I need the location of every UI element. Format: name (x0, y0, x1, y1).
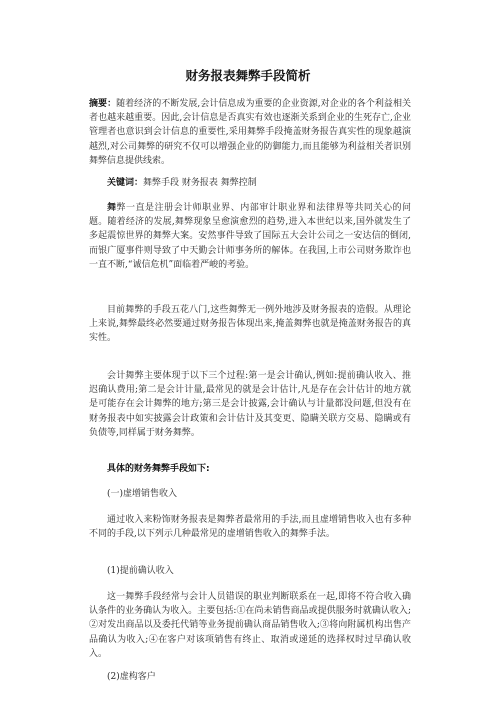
paragraph-4: 通过收入来粉饰财务报表是舞弊者最常用的手法,而且虚增销售收入也有多种不同的手段,以下列示几种最常见的虚增销售收入的舞弊手法。 (89, 515, 411, 540)
keywords-paragraph (89, 176, 411, 190)
abstract-label: 摘要： (89, 99, 117, 109)
paragraph-5: 这一舞弊手段经常与会计人员错误的职业判断联系在一起,即将不符合收入确认条件的业务确认为收入。主要包括:①在尚未销售商品或提供服务时就确认收入;②对发出商品以及委托代销等业务提前确认商品销售收入;③将向附属机构出售产品确认为收入;④在客户对该项销售有终止、取消或递延的选择权时过早确认收入。 (89, 592, 411, 659)
subheading-1: (一)虚增销售收入 (107, 489, 178, 499)
subheading-2: (1)提前确认收入 (107, 566, 174, 576)
keywords-text: 舞弊手段 财务报表 舞弊控制 (143, 178, 257, 188)
intro-text: 弊一直是注册会计师职业界、内部审计职业界和法律界等共同关心的问题。随着经济的发展,舞弊现象呈愈演愈烈的趋势,进入本世纪以来,国外就发生了多起震惊世界的舞弊大案。安然事件导致了国际五大会计公司之一安达信的倒闭,而银广厦事件则导致了中天勤会计师事务所的解体。在我国,上市公司财务欺诈也一直不断,“诚信危机”面临着严峻的考验。 (89, 203, 411, 270)
abstract-paragraph (89, 97, 411, 168)
keywords-label: 关键词： (107, 178, 144, 188)
subheading-3: (2)虚构客户 (107, 672, 156, 682)
paragraph-3: 会计舞弊主要体现于以下三个过程:第一是会计确认,例如:提前确认收入、推迟确认费用;第二是会计计量,最常见的就是会计估计,凡是存在会计估计的地方就是可能存在会计舞弊的地方;第三是会计披露,会计确认与计量都没问题,但没有在财务报表中如实披露会计政策和会计估计及其变更、隐瞒关联方交易、隐瞒或有负债等,同样属于财务舞弊。 (89, 371, 411, 438)
intro-paragraph (89, 201, 411, 272)
intro-first-char: 舞 (107, 203, 117, 213)
document-title: 财务报表舞弊手段简析 (185, 68, 311, 83)
section-heading: 具体的财务舞弊手段如下: (107, 464, 210, 474)
abstract-text: 随着经济的不断发展,会计信息成为重要的企业资源,对企业的各个利益相关者也越来越重要。因此,会计信息是否真实有效也逐渐关系到企业的生死存亡,企业管理者也意识到会计信息的重要性,采用舞弊手段掩盖财务报告真实性的现象越演越烈,对公司舞弊的研究不仅可以增强企业的防御能力,而且能够为利益相关者识别舞弊信息提供线索。 (89, 99, 411, 166)
paragraph-2: 目前舞弊的手段五花八门,这些舞弊无一例外地涉及财务报表的造假。从理论上来说,舞弊最终必然要通过财务报告体现出来,掩盖舞弊也就是掩盖财务报告的真实性。 (89, 305, 411, 344)
